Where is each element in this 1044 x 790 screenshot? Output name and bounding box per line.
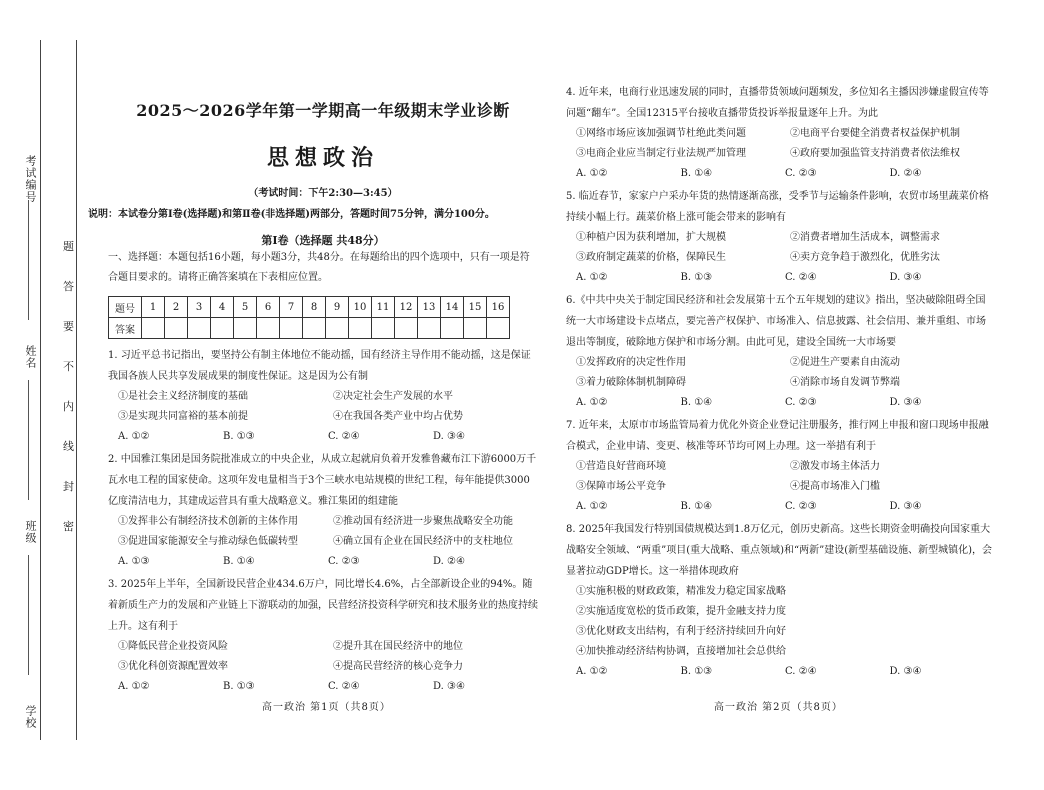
answer-number: 14 — [441, 297, 464, 318]
binding-line-inner — [76, 40, 77, 740]
statement-option: ①营造良好营商环境 — [576, 461, 666, 472]
statement-options — [566, 582, 994, 662]
answer-number: 13 — [418, 297, 441, 318]
answer-choice[interactable]: A. ①② — [118, 431, 150, 442]
binding-line-outer — [40, 40, 41, 740]
answer-choices — [566, 662, 994, 682]
answer-choices — [108, 552, 538, 572]
answer-number: 10 — [349, 297, 372, 318]
seal-char: 封 — [63, 480, 74, 493]
question-stem: 3. 2025年上半年，全国新设民营企业434.6万户，同比增长4.6%，占全部新设企业的94%。随着新质生产力的发展和产业链上下游联动的加强，民营经济投资科学研究和技术服务业的热度持续上升。这有利于 — [108, 579, 538, 632]
answer-number: 9 — [326, 297, 349, 318]
answer-number: 1 — [142, 297, 165, 318]
answer-choice[interactable]: C. ②③ — [785, 501, 817, 512]
answer-cell[interactable] — [395, 318, 418, 339]
name-label: 姓名 — [24, 345, 37, 369]
answer-number: 7 — [280, 297, 303, 318]
statement-option: ①网络市场应该加强调节杜绝此类问题 — [576, 128, 746, 139]
answer-number: 2 — [165, 297, 188, 318]
answer-cell[interactable] — [280, 318, 303, 339]
answer-choice[interactable]: C. ②④ — [785, 666, 817, 677]
answer-choice[interactable]: A. ①② — [576, 666, 608, 677]
answer-choice[interactable]: A. ①② — [118, 681, 150, 692]
statement-option: ④卖方竞争趋于激烈化，优胜劣汰 — [790, 252, 940, 263]
statement-options — [566, 124, 994, 164]
statement-option: ①是社会主义经济制度的基础 — [118, 391, 248, 402]
answer-choice[interactable]: D. ②④ — [433, 556, 465, 567]
statement-option: ①实施积极的财政政策，精准发力稳定国家战略 — [576, 586, 786, 597]
footer-page-1: 高一政治 第1页（共8页） — [262, 702, 391, 713]
statement-option: ②推动国有经济进一步聚焦战略安全功能 — [333, 516, 513, 527]
statement-option: ③政府制定蔬菜的价格，保障民生 — [576, 252, 726, 263]
answer-table-numbers-row — [109, 297, 510, 318]
answer-choice[interactable]: D. ③④ — [433, 681, 465, 692]
seal-char: 内 — [63, 400, 74, 413]
statement-option: ④政府要加强监管支持消费者依法维权 — [790, 148, 960, 159]
statement-option: ②电商平台要健全消费者权益保护机制 — [790, 128, 960, 139]
statement-option: ①种植户因为获利增加，扩大规模 — [576, 232, 726, 243]
seal-char: 答 — [63, 280, 74, 293]
statement-option: ③优化财政支出结构，有利于经济持续回升向好 — [576, 626, 786, 637]
statement-option: ②促进生产要素自由流动 — [790, 357, 900, 368]
class-label: 班级 — [24, 520, 37, 544]
answer-number: 11 — [372, 297, 395, 318]
answer-choices — [566, 164, 994, 184]
answer-number: 6 — [257, 297, 280, 318]
answer-choices — [566, 268, 994, 288]
question-stem: 6.《中共中央关于制定国民经济和社会发展第十五个五年规划的建议》指出，坚决破除阻碍全国统一大市场建设卡点堵点，要完善产权保护、市场准入、信息披露、社会信用、兼并重组、市场退出等制度，破除地方保护和市场分割。由此可见，建设全国统一大市场要 — [566, 295, 986, 348]
answer-choice[interactable]: B. ①④ — [680, 397, 713, 408]
statement-option: ①发挥非公有制经济技术创新的主体作用 — [118, 516, 298, 527]
statement-option: ②决定社会生产发展的水平 — [333, 391, 453, 402]
answer-cell[interactable] — [418, 318, 441, 339]
answer-choice[interactable]: C. ②④ — [785, 272, 817, 283]
statement-options — [566, 228, 994, 268]
answer-row-label: 答案 — [109, 318, 142, 339]
answer-choice[interactable]: B. ①③ — [223, 681, 255, 692]
question-stem: 8. 2025年我国发行特别国债规模达到1.8万亿元，创历史新高。这些长期资金明确投向国家重大战略安全领域、“两重”项目(重大战略、重点领域)和“两新”建设(新型基础设施、新型城镇化)，会显著拉动GDP增长。这一举措体现政府 — [566, 524, 993, 577]
statement-option: ①发挥政府的决定性作用 — [576, 357, 686, 368]
statement-option: ④提高市场准入门槛 — [790, 481, 880, 492]
statement-options — [108, 512, 538, 552]
answer-number: 5 — [234, 297, 257, 318]
right-column — [566, 80, 994, 682]
answer-cell[interactable] — [487, 318, 510, 339]
question — [566, 186, 994, 288]
subject-title: 思想政治 — [266, 145, 379, 171]
answer-table — [108, 296, 510, 339]
answer-choice[interactable]: D. ③④ — [889, 666, 922, 677]
answer-cell[interactable] — [188, 318, 211, 339]
question — [566, 519, 994, 682]
answer-table-header: 题号 — [109, 297, 142, 318]
exam-no-field[interactable] — [28, 200, 29, 320]
statement-option: ③是实现共同富裕的基本前提 — [118, 411, 248, 422]
answer-choice[interactable]: D. ③④ — [433, 431, 465, 442]
question — [108, 574, 538, 697]
answer-choice[interactable]: C. ②④ — [328, 431, 360, 442]
question — [108, 345, 538, 447]
school-label: 学校 — [24, 705, 37, 729]
statement-option: ③着力破除体制机制障碍 — [576, 377, 686, 388]
statement-option: ③保障市场公平竞争 — [576, 481, 666, 492]
answer-cell[interactable] — [349, 318, 372, 339]
answer-cell[interactable] — [234, 318, 257, 339]
answer-choices — [566, 497, 994, 517]
question-stem: 5. 临近春节，家家户户采办年货的热情逐渐高涨，受季节与运输条件影响，农贸市场里蔬菜价格持续小幅上行。蔬菜价格上涨可能会带来的影响有 — [566, 191, 989, 223]
binding-margin — [0, 0, 78, 790]
answer-table-answers-row — [109, 318, 510, 339]
statement-options — [108, 387, 538, 427]
answer-choice[interactable]: A. ①③ — [118, 556, 150, 567]
answer-cell[interactable] — [464, 318, 487, 339]
answer-choice[interactable]: B. ①③ — [223, 431, 255, 442]
statement-option: ③电商企业应当制定行业法规严加管理 — [576, 148, 746, 159]
exam-title: 2025～2026学年第一学期高一年级期末学业诊断 — [136, 101, 510, 120]
statement-option: ④消除市场自发调节弊端 — [790, 377, 900, 388]
question — [108, 449, 538, 572]
question — [566, 415, 994, 517]
answer-number: 16 — [487, 297, 510, 318]
name-field[interactable] — [28, 380, 29, 500]
answer-cell[interactable] — [165, 318, 188, 339]
seal-char: 密 — [63, 520, 74, 533]
seal-char: 线 — [63, 440, 74, 453]
question-stem: 4. 近年来，电商行业迅速发展的同时，直播带货领域问题频发，多位知名主播因涉嫌虚假宣传等问题“翻车”。全国12315平台接收直播带货投诉举报量逐年上升。为此 — [566, 87, 989, 119]
answer-choice[interactable]: D. ③④ — [889, 501, 922, 512]
statement-options — [566, 353, 994, 393]
answer-cell[interactable] — [257, 318, 280, 339]
exam-notes: 说明：本试卷分第Ⅰ卷(选择题)和第Ⅱ卷(非选择题)两部分，答题时间75分钟，满分100分。 — [88, 209, 495, 220]
answer-choice[interactable]: B. ①④ — [680, 168, 713, 179]
answer-choices — [108, 677, 538, 697]
question — [566, 82, 994, 184]
footer-page-2: 高一政治 第2页（共8页） — [714, 702, 843, 713]
statement-option: ④确立国有企业在国民经济中的支柱地位 — [333, 536, 513, 547]
answer-number: 8 — [303, 297, 326, 318]
answer-choices — [566, 393, 994, 413]
part1-title: 第Ⅰ卷（选择题 共48分） — [261, 234, 385, 247]
statement-option: ④加快推动经济结构协调，直接增加社会总供给 — [576, 646, 786, 657]
statement-option: ③优化科创资源配置效率 — [118, 661, 228, 672]
answer-cell[interactable] — [372, 318, 395, 339]
statement-option: ④在我国各类产业中均占优势 — [333, 411, 463, 422]
part1-instructions: 一、选择题：本题包括16小题，每小题3分，共48分。在每题给出的四个选项中，只有一项是符合题目要求的。请将正确答案填在下表相应位置。 — [108, 252, 530, 283]
answer-choice[interactable]: C. ②③ — [328, 556, 360, 567]
answer-number: 4 — [211, 297, 234, 318]
answer-cell[interactable] — [303, 318, 326, 339]
questions-left — [108, 345, 538, 697]
answer-choice[interactable]: C. ②③ — [785, 168, 817, 179]
statement-option: ①降低民营企业投资风险 — [118, 641, 228, 652]
answer-cell[interactable] — [142, 318, 165, 339]
answer-number: 12 — [395, 297, 418, 318]
statement-options — [566, 457, 994, 497]
class-field[interactable] — [28, 555, 29, 675]
statement-option: ④提高民营经济的核心竞争力 — [333, 661, 463, 672]
answer-choice[interactable]: C. ②③ — [785, 397, 817, 408]
seal-char: 不 — [63, 360, 74, 373]
answer-cell[interactable] — [326, 318, 349, 339]
exam-time: （考试时间：下午2:30—3:45） — [248, 188, 398, 199]
statement-options — [108, 637, 538, 677]
answer-choice[interactable]: A. ①② — [576, 272, 608, 283]
answer-cell[interactable] — [211, 318, 234, 339]
seal-char: 要 — [63, 320, 74, 333]
answer-cell[interactable] — [441, 318, 464, 339]
seal-char: 题 — [63, 240, 74, 253]
statement-option: ②消费者增加生活成本，调整需求 — [790, 232, 940, 243]
question-stem: 1. 习近平总书记指出，要坚持公有制主体地位不能动摇，国有经济主导作用不能动摇，这是保证我国各族人民共享发展成果的制度性保证。这是因为公有制 — [108, 350, 531, 382]
questions-right — [566, 82, 994, 682]
answer-choice[interactable]: A. ①② — [576, 168, 608, 179]
answer-choices — [108, 427, 538, 447]
answer-number: 3 — [188, 297, 211, 318]
statement-option: ②激发市场主体活力 — [790, 461, 880, 472]
question — [566, 290, 994, 413]
answer-choice[interactable]: B. ①③ — [680, 272, 713, 283]
question-stem: 2. 中国雅江集团是国务院批准成立的中央企业，从成立起就肩负着开发雅鲁藏布江下游6000万千瓦水电工程的国家使命。这项年发电量相当于3个三峡水电站规模的世纪工程，每年能提供3000亿度清洁电力，其建成运营具有重大战略意义。雅江集团的组建能 — [108, 454, 537, 507]
answer-choice[interactable]: B. ①④ — [223, 556, 255, 567]
answer-choice[interactable]: C. ②④ — [328, 681, 360, 692]
question-stem: 7. 近年来，太原市市场监管局着力优化外资企业登记注册服务，推行网上申报和窗口现场申报融合模式，企业申请、变更、核准等环节均可网上办理。这一举措有利于 — [566, 420, 989, 452]
answer-choice[interactable]: D. ③④ — [889, 397, 922, 408]
statement-option: ②实施适度宽松的货币政策，提升金融支持力度 — [576, 606, 786, 617]
answer-choice[interactable]: D. ③④ — [889, 272, 922, 283]
exam-no-label: 考试编号 — [24, 155, 37, 203]
answer-choice[interactable]: A. ①② — [576, 501, 608, 512]
answer-choice[interactable]: D. ②④ — [889, 168, 922, 179]
answer-choice[interactable]: A. ①② — [576, 397, 608, 408]
statement-option: ②提升其在国民经济中的地位 — [333, 641, 463, 652]
statement-option: ③促进国家能源安全与推动绿色低碳转型 — [118, 536, 298, 547]
answer-choice[interactable]: B. ①③ — [680, 666, 713, 677]
answer-number: 15 — [464, 297, 487, 318]
left-column — [88, 90, 538, 697]
answer-choice[interactable]: B. ①④ — [680, 501, 713, 512]
